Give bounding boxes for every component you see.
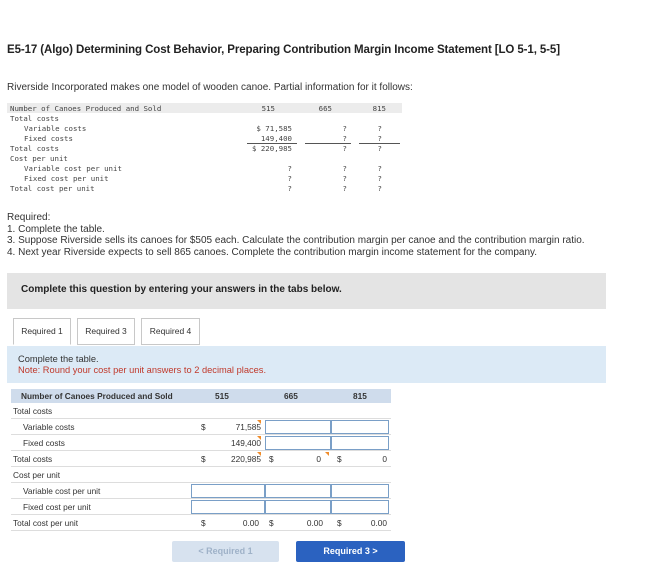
underline	[247, 143, 297, 144]
total-cost-per-unit-665: 0.00	[306, 518, 323, 528]
problem-row	[7, 163, 402, 173]
problem-cell: ?	[377, 134, 382, 143]
previous-required-button[interactable]: < Required 1	[172, 541, 279, 562]
problem-cell: ?	[342, 144, 347, 153]
problem-row-label: Total costs	[10, 114, 59, 123]
edit-marker-icon	[257, 420, 261, 424]
variable-costs-665-input[interactable]	[265, 420, 331, 434]
problem-row	[7, 153, 402, 163]
answer-col-515: 515	[215, 391, 229, 401]
problem-col-815: 815	[372, 104, 386, 113]
fixed-costs-815-input[interactable]	[331, 436, 389, 450]
note-line-1: Complete the table.	[18, 354, 99, 364]
table-row	[11, 515, 391, 531]
instructions-text: Complete this question by entering your answers in the tabs below.	[21, 284, 342, 295]
problem-row-label: Fixed costs	[24, 134, 73, 143]
table-row	[11, 451, 391, 467]
problem-col-515: 515	[261, 104, 275, 113]
problem-row-label: Cost per unit	[10, 154, 68, 163]
total-cost-per-unit-815: 0.00	[370, 518, 387, 528]
table-row	[11, 419, 391, 435]
total-cost-per-unit-515: 0.00	[242, 518, 259, 528]
row-label: Variable cost per unit	[23, 486, 101, 496]
variable-cost-per-unit-815-input[interactable]	[331, 484, 389, 498]
dollar-sign: $	[201, 454, 206, 464]
tab-required-1[interactable]: Required 1	[13, 318, 71, 345]
table-row	[11, 483, 391, 499]
answer-col-665: 665	[284, 391, 298, 401]
requirement-item: 3. Suppose Riverside sells its canoes for $505 each. Calculate the contribution margin per canoe and the contribution margin ratio.	[7, 235, 585, 246]
table-row	[11, 467, 391, 483]
problem-cell: $ 71,585	[256, 124, 292, 133]
problem-cell: ?	[287, 184, 292, 193]
problem-row-label: Total cost per unit	[10, 184, 95, 193]
answer-col-815: 815	[353, 391, 367, 401]
dollar-sign: $	[201, 518, 206, 528]
table-row	[11, 499, 391, 515]
underline	[359, 143, 400, 144]
required-heading: Required:	[7, 212, 51, 223]
underline	[305, 143, 351, 144]
problem-cell: 149,400	[260, 134, 292, 143]
page-title: E5-17 (Algo) Determining Cost Behavior, Preparing Contribution Margin Income Statement [LO 5-1, 5-5]	[7, 44, 560, 56]
problem-row	[7, 173, 402, 183]
fixed-cost-per-unit-665-input[interactable]	[265, 500, 331, 514]
problem-table	[7, 103, 402, 193]
problem-cell: ?	[377, 174, 382, 183]
requirement-item: 4. Next year Riverside expects to sell 865 canoes. Complete the contribution margin income statement for the company.	[7, 246, 538, 258]
fixed-costs-515: 149,400	[231, 438, 261, 448]
fixed-cost-per-unit-815-input[interactable]	[331, 500, 389, 514]
problem-cell: ?	[342, 174, 347, 183]
dollar-sign: $	[201, 422, 206, 432]
problem-row	[7, 183, 402, 193]
problem-col-665: 665	[318, 104, 332, 113]
problem-row-label: Variable cost per unit	[24, 164, 122, 173]
fixed-costs-665-input[interactable]	[265, 436, 331, 450]
instruction-note	[7, 346, 606, 383]
variable-cost-per-unit-515-input[interactable]	[191, 484, 265, 498]
problem-row	[7, 143, 402, 153]
total-costs-515: 220,985	[231, 454, 261, 464]
problem-cell: ?	[377, 164, 382, 173]
total-costs-815: 0	[382, 454, 387, 464]
problem-intro: Riverside Incorporated makes one model of wooden canoe. Partial information for it follows:	[7, 82, 413, 93]
row-label: Fixed cost per unit	[23, 502, 91, 512]
table-row	[11, 403, 391, 419]
problem-cell: ?	[377, 184, 382, 193]
variable-costs-815-input[interactable]	[331, 420, 389, 434]
row-label: Total costs	[13, 454, 53, 464]
fixed-cost-per-unit-515-input[interactable]	[191, 500, 265, 514]
problem-row	[7, 133, 402, 143]
next-required-button[interactable]: Required 3 >	[296, 541, 405, 562]
table-row	[11, 435, 391, 451]
edit-marker-icon	[257, 436, 261, 440]
tab-required-3[interactable]: Required 3	[77, 318, 135, 345]
problem-cell: ?	[287, 164, 292, 173]
requirements	[7, 212, 585, 258]
problem-cell: ?	[342, 184, 347, 193]
variable-costs-515: 71,585	[235, 422, 261, 432]
problem-cell: ?	[342, 164, 347, 173]
problem-row	[7, 113, 402, 123]
row-label: Variable costs	[23, 422, 75, 432]
edit-marker-icon	[257, 452, 261, 456]
row-label: Cost per unit	[13, 470, 61, 480]
problem-cell: ?	[377, 124, 382, 133]
dollar-sign: $	[269, 454, 274, 464]
problem-row-label: Fixed cost per unit	[24, 174, 109, 183]
problem-row-label: Variable costs	[24, 124, 87, 133]
problem-cell: $ 220,985	[251, 144, 292, 153]
row-label: Total cost per unit	[13, 518, 79, 528]
tab-required-4[interactable]: Required 4	[141, 318, 200, 345]
problem-cell: ?	[342, 134, 347, 143]
problem-table-header	[7, 103, 402, 113]
requirement-item: 1. Complete the table.	[7, 223, 105, 235]
problem-cell: ?	[342, 124, 347, 133]
dollar-sign: $	[337, 454, 342, 464]
answer-table	[11, 389, 391, 536]
dollar-sign: $	[337, 518, 342, 528]
answer-table-header	[11, 389, 391, 403]
problem-cell: ?	[287, 174, 292, 183]
problem-header-label: Number of Canoes Produced and Sold	[10, 104, 162, 113]
row-label: Fixed costs	[23, 438, 65, 448]
problem-cell: ?	[377, 144, 382, 153]
edit-marker-icon	[325, 452, 329, 456]
dollar-sign: $	[269, 518, 274, 528]
note-line-2: Note: Round your cost per unit answers to 2 decimal places.	[18, 364, 267, 375]
problem-row	[7, 123, 402, 133]
instructions-box	[7, 273, 606, 309]
problem-row-label: Total costs	[10, 144, 59, 153]
row-label: Total costs	[13, 406, 53, 416]
variable-cost-per-unit-665-input[interactable]	[265, 484, 331, 498]
total-costs-665: 0	[316, 454, 321, 464]
answer-header-label: Number of Canoes Produced and Sold	[21, 391, 173, 401]
